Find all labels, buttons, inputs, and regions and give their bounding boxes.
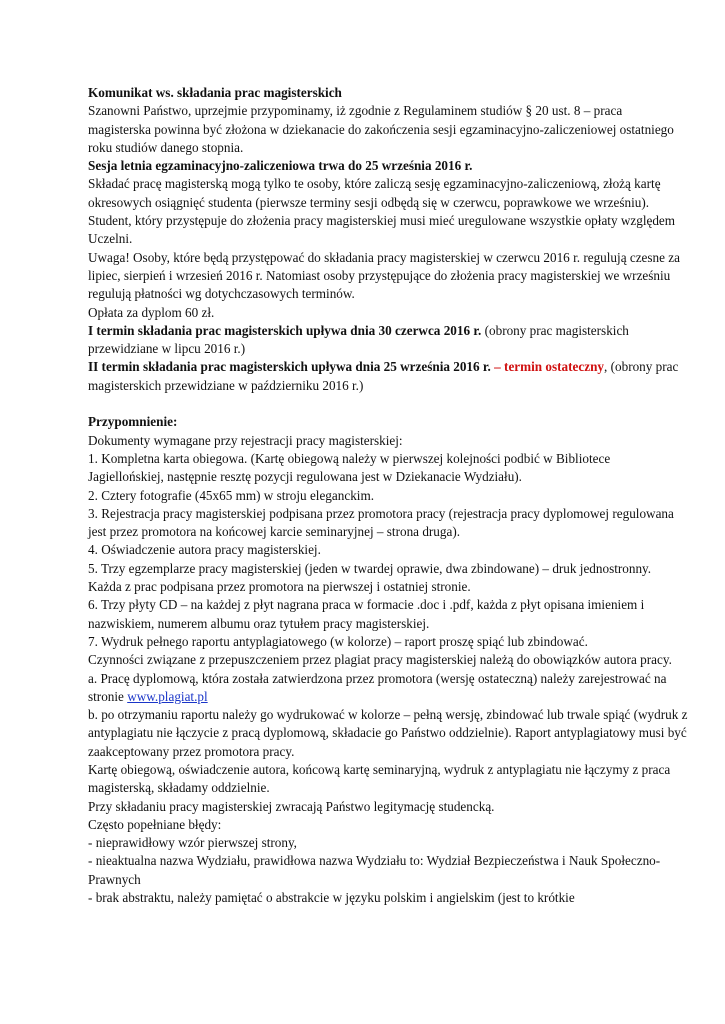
step-a (88, 670, 688, 707)
step-b: b. po otrzymaniu raportu należy go wydrukować w kolorze – pełną wersję, zbindować lub trwale spiąć (wydruk z antyplagiatu nie łączycie z pracą dyplomową, składacie go Państwo oddzielnie). Raport antyplagiatowy musi być zaakceptowany przez promotora pracy. (88, 707, 688, 759)
document-page (88, 84, 688, 907)
separately-paragraph: Kartę obiegową, oświadczenie autora, końcową kartę seminaryjną, wydruk z antyplagiatu nie łączymy z praca magisterską, składamy oddzielnie. (88, 761, 671, 796)
fees-paragraph: Student, który przystępuje do złożenia pracy magisterskiej musi mieć uregulowane wszystkie opłaty względem Uczelni. (88, 213, 676, 247)
list-item: 7. Wydruk pełnego raportu antyplagiatowego (w kolorze) – raport proszę spiąć lub zbindować. (88, 633, 588, 649)
diploma-fee: Opłata za dyplom 60 zł. (88, 304, 215, 320)
term-1-note: (obrony prac magisterskich przewidziane w lipcu 2016 r.) (88, 322, 629, 357)
list-item: 6. Trzy płyty CD – na każdej z płyt nagrana praca w formacie .doc i .pdf, każda z płyt opisana imieniem i nazwiskiem, numerem albumu oraz tytułem pracy magisterskiej. (88, 597, 645, 631)
intro-paragraph: Szanowni Państwo, uprzejmie przypominamy, iż zgodnie z Regulaminem studiów § 20 ust. 8 – praca magisterska powinna być złożona w dziekanacie do zakończenia sesji egzaminacyjno-zaliczeniowej ostatniego roku studiów danego stopnia. (88, 103, 674, 155)
list-item: 4. Oświadczenie autora pracy magisterskiej. (88, 542, 321, 558)
list-item: 5. Trzy egzemplarze pracy magisterskiej (jeden w twardej oprawie, dwa zbindowane) – druk jednostronny. Każda z prac podpisana przez promotora na pierwszej i ostatniej stronie. (88, 560, 652, 595)
student-id-paragraph: Przy składaniu pracy magisterskiej zwracają Państwo legitymację studencką. (88, 798, 495, 814)
warning-paragraph: Uwaga! Osoby, które będą przystępować do składania pracy magisterskiej w czerwcu 2016 r. regulują czesne za lipiec, sierpień i wrzesień 2016 r. Natomiast osoby przystępujące do złożenia pracy magisterskiej we wrześniu regulują płatności wg dotychczasowych terminów. (88, 249, 680, 302)
doc-title: Komunikat ws. składania prac magisterskich (88, 85, 342, 100)
error-item: - nieprawidłowy wzór pierwszej strony, (88, 835, 297, 851)
spacer (88, 395, 688, 413)
step-a-text: a. Pracę dyplomową, która została zatwierdzona przez promotora (wersję ostateczną) należy zarejestrować na stronie (88, 670, 667, 704)
documents-intro: Dokumenty wymagane przy rejestracji pracy magisterskiej: (88, 432, 403, 448)
error-item: - brak abstraktu, należy pamiętać o abstrakcie w języku polskim i angielskim (jest to krótkie (88, 890, 575, 906)
term-2-deadline: II termin składania prac magisterskich upływa dnia 25 września 2016 r. (88, 359, 491, 375)
session-deadline: Sesja letnia egzaminacyjno-zaliczeniowa trwa do 25 września 2016 r. (88, 158, 473, 174)
term-2-note: , (obrony prac magisterskich przewidziane w październiku 2016 r.) (88, 359, 679, 393)
list-item: 1. Kompletna karta obiegowa. (Kartę obiegową należy w pierwszej kolejności podbić w Bibliotece Jagiellońskiej, następnie resztę pozycji regulowana jest w Dziekanacie Wydziału). (88, 450, 611, 485)
term-2-final-label: – termin ostateczny (490, 359, 605, 375)
term-1-deadline: I termin składania prac magisterskich upływa dnia 30 czerwca 2016 r. (88, 322, 482, 338)
plagiat-duties-paragraph: Czynności związane z przepuszczeniem przez plagiat pracy magisterskiej należą do obowiązków autora pracy. (88, 652, 672, 668)
reminder-heading: Przypomnienie: (88, 414, 178, 430)
errors-heading: Często popełniane błędy: (88, 816, 222, 832)
plagiat-link[interactable]: www.plagiat.pl (127, 688, 208, 704)
error-item: - nieaktualna nazwa Wydziału, prawidłowa nazwa Wydziału to: Wydział Bezpieczeństwa i Nauk Społeczno-Prawnych (88, 853, 661, 887)
conditions-paragraph: Składać pracę magisterską mogą tylko te osoby, które zaliczą sesję egzaminacyjno-zaliczeniową, złożą kartę okresowych osiągnięć studenta (pierwsze terminy sesji odbędą się w czerwcu, poprawkowe we wrześniu). (88, 176, 661, 210)
term-2 (88, 358, 688, 395)
term-1 (88, 322, 688, 359)
list-item: 2. Cztery fotografie (45x65 mm) w stroju eleganckim. (88, 487, 375, 503)
list-item: 3. Rejestracja pracy magisterskiej podpisana przez promotora pracy (rejestracja pracy dyplomowej regulowana jest przez promotora na końcowej karcie seminaryjnej – strona druga). (88, 505, 674, 540)
